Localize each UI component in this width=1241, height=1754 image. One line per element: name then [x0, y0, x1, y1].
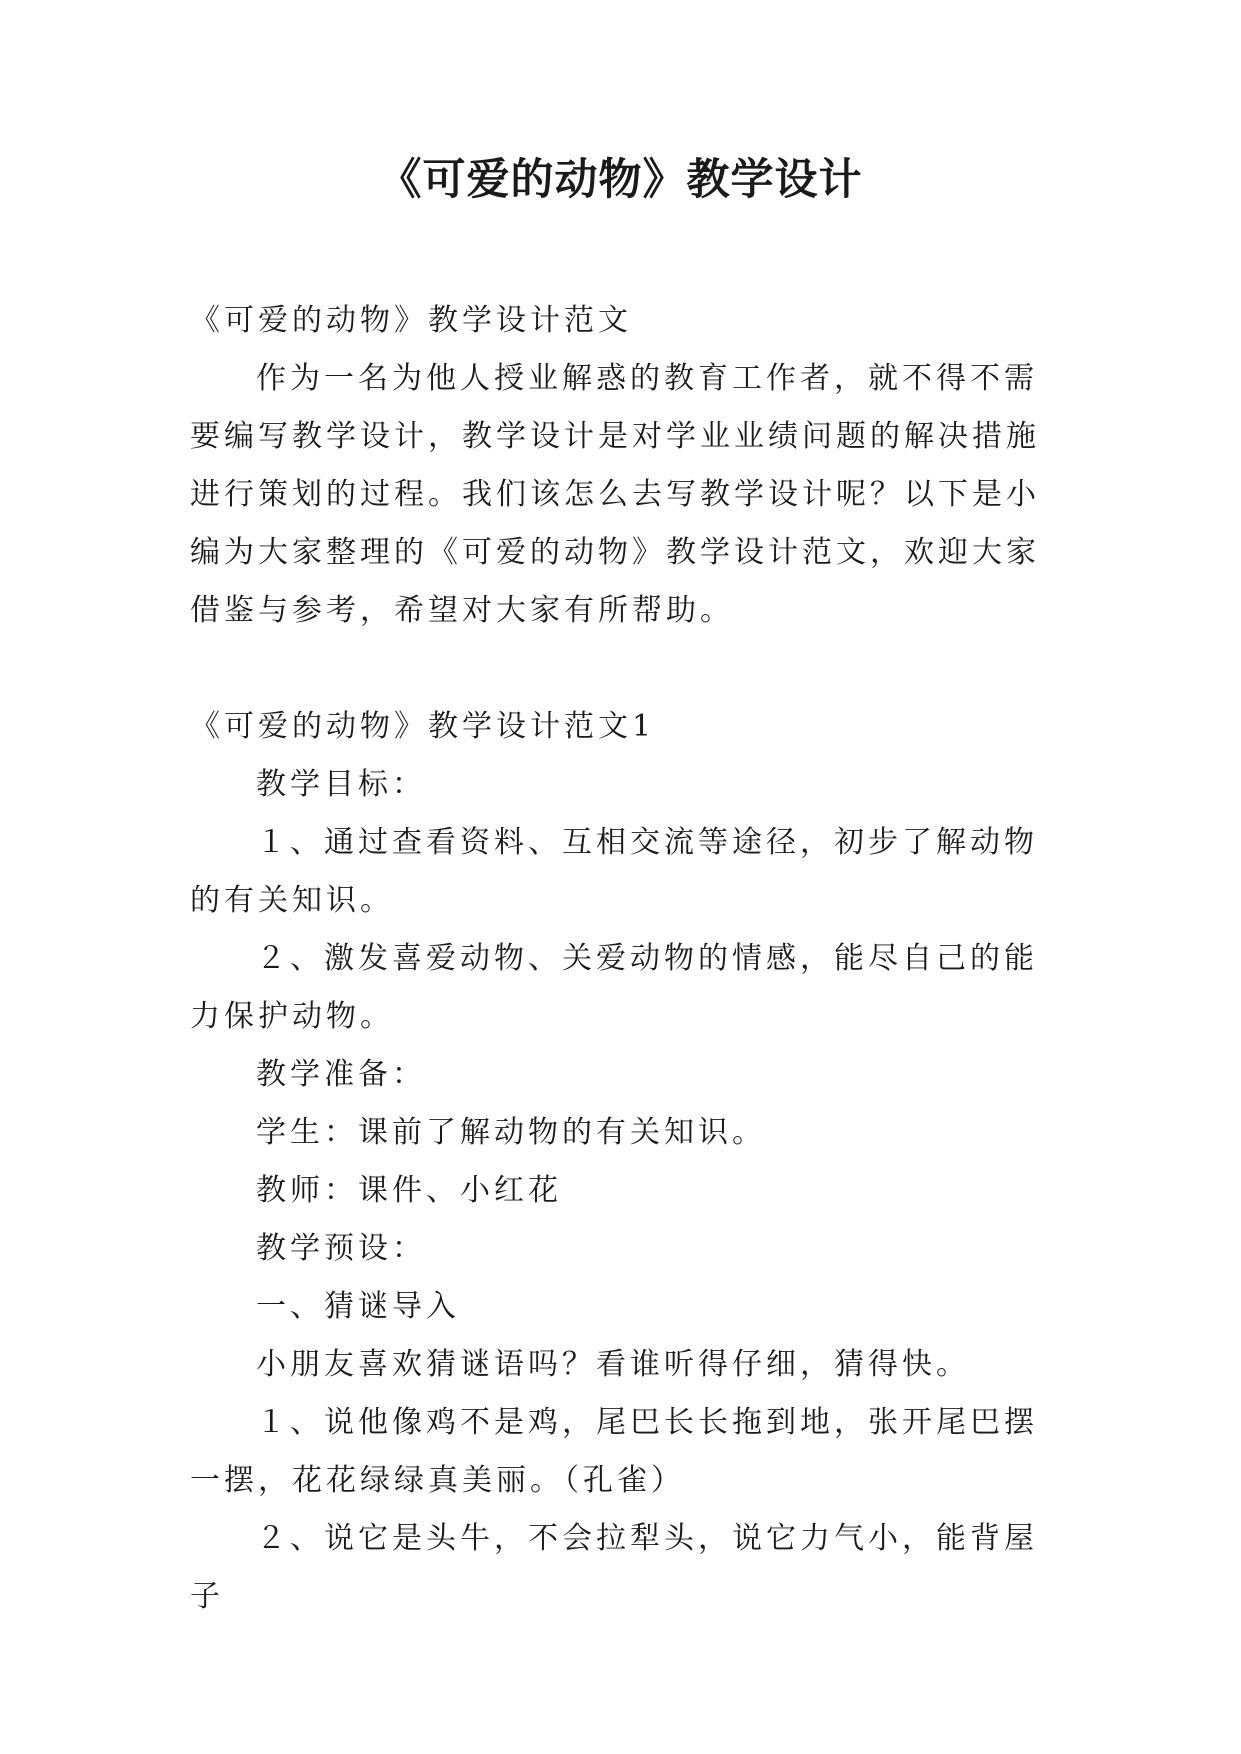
goal-item-2: ２、激发喜爱动物、关爱动物的情感，能尽自己的能力保护动物。: [190, 941, 1038, 1034]
teaching-plan-heading: 教学预设：: [256, 1231, 426, 1266]
subtitle-paragraph: 《可爱的动物》教学设计范文: [190, 303, 632, 338]
teaching-goals-heading: 教学目标：: [256, 767, 426, 802]
blank-line: [190, 640, 1056, 698]
document-body: [190, 292, 1056, 1626]
prep-student: 学生：课前了解动物的有关知识。: [256, 1115, 766, 1150]
goal-item-1: １、通过查看资料、互相交流等途径，初步了解动物的有关知识。: [190, 825, 1038, 918]
section-heading: 《可爱的动物》教学设计范文1: [190, 709, 656, 744]
document-title: 《可爱的动物》教学设计: [378, 155, 863, 205]
teaching-prep-heading: 教学准备：: [256, 1057, 426, 1092]
riddle-item-2: ２、说它是头牛，不会拉犁头，说它力气小，能背屋子: [190, 1521, 1038, 1614]
prep-teacher: 教师：课件、小红花: [256, 1173, 562, 1208]
riddle-intro: 小朋友喜欢猜谜语吗？看谁听得仔细，猜得快。: [256, 1347, 970, 1382]
intro-paragraph: 作为一名为他人授业解惑的教育工作者，就不得不需要编写教学设计，教学设计是对学业业绩问题的解决措施进行策划的过程。我们该怎么去写教学设计呢？以下是小编为大家整理的《可爱的动物》教学设计范文，欢迎大家借鉴与参考，希望对大家有所帮助。: [190, 361, 1040, 628]
riddle-item-1: １、说他像鸡不是鸡，尾巴长长拖到地，张开尾巴摆一摆，花花绿绿真美丽。（孔雀）: [190, 1405, 1038, 1498]
step-one-heading: 一、猜谜导入: [256, 1289, 460, 1324]
